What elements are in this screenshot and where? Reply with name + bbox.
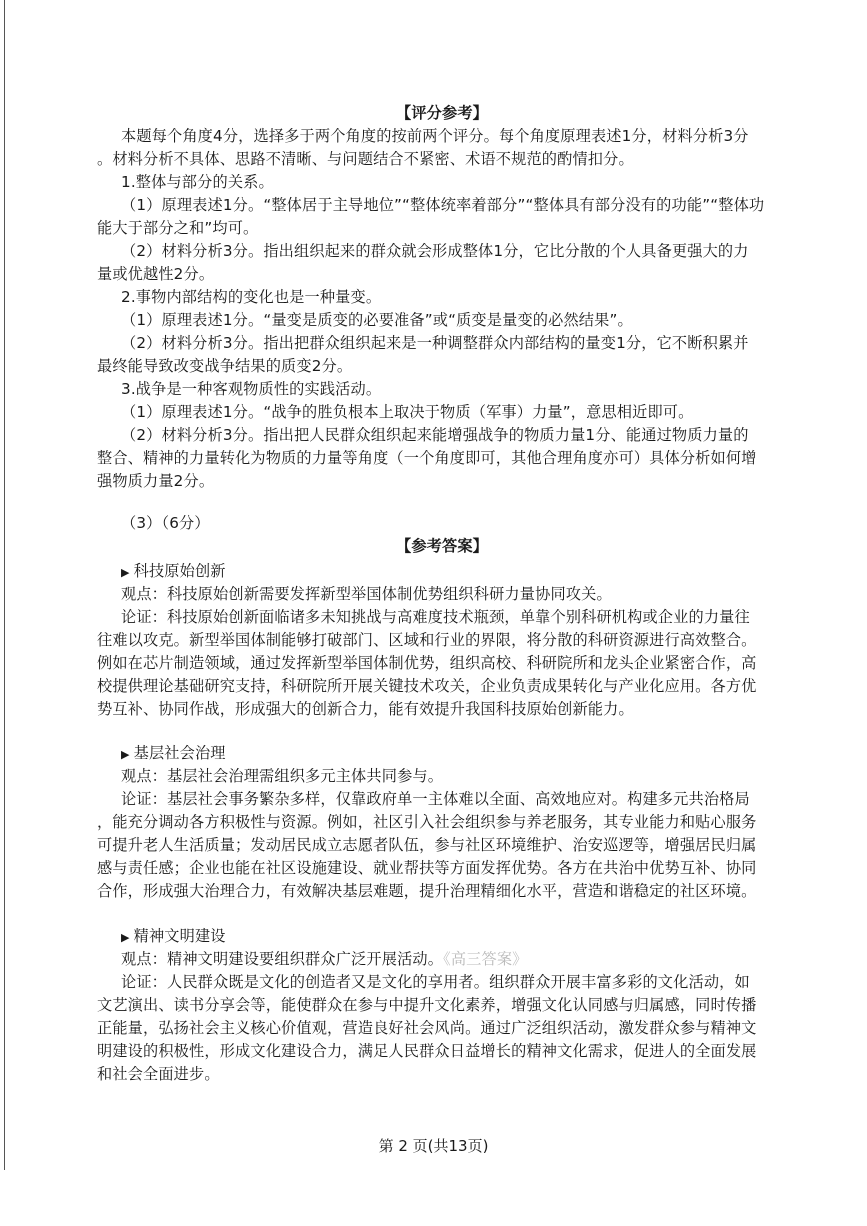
scoring-line: 2.事物内部结构的变化也是一种量变。 xyxy=(121,288,382,306)
scoring-reference-section xyxy=(97,102,787,493)
viewpoint-text: 观点：精神文明建设要组织群众广泛开展活动。 xyxy=(121,950,444,968)
section-line: 论证：人民群众既是文化的创造者又是文化的享用者。组织群众开展丰富多彩的文化活动，如 xyxy=(121,973,750,991)
section-line: 和社会全面进步。 xyxy=(97,1065,220,1083)
page-footer: 第 2 页(共13页) xyxy=(378,1137,489,1155)
scoring-line: （1）原理表述1分。“战争的胜负根本上取决于物质（军事）力量”，意思相近即可。 xyxy=(121,403,694,421)
scoring-line: 本题每个角度4分，选择多于两个角度的按前两个评分。每个角度原理表述1分，材料分析3分 xyxy=(121,127,749,145)
section-line: 观点：科技原始创新需要发挥新型举国体制优势组织科研力量协同攻关。 xyxy=(121,585,612,603)
answer-section-tech-innovation xyxy=(97,560,787,721)
scoring-heading: 【评分参考】 xyxy=(395,104,489,122)
section-line: 正能量，弘扬社会主义核心价值观，营造良好社会风尚。通过广泛组织活动，激发群众参与精神文 xyxy=(97,1019,757,1037)
triangle-marker-icon: ▶ xyxy=(121,566,130,579)
section-line: 往难以攻克。新型举国体制能够打破部门、区域和行业的界限，将分散的科研资源进行高效整合。 xyxy=(97,631,757,649)
question-3-header xyxy=(97,512,787,558)
watermark-text: 《高三答案》 xyxy=(443,950,528,968)
scoring-line: 3.战争是一种客观物质性的实践活动。 xyxy=(121,380,382,398)
answer-heading: 【参考答案】 xyxy=(395,537,489,555)
scoring-line: 最终能导致改变战争结果的质变2分。 xyxy=(97,357,353,375)
section-line: 校提供理论基础研究支持，科研院所开展关键技术攻关，企业负责成果转化与产业化应用。各方优 xyxy=(97,677,757,695)
triangle-marker-icon: ▶ xyxy=(121,748,130,761)
scoring-line: 量或优越性2分。 xyxy=(97,265,215,283)
section-title xyxy=(97,742,787,765)
section-line: 明建设的积极性，形成文化建设合力，满足人民群众日益增长的精神文化需求，促进人的全面发展 xyxy=(97,1042,757,1060)
answer-section-spiritual-civilization xyxy=(97,925,787,1086)
scoring-line: 能大于部分之和”均可。 xyxy=(97,219,259,237)
section-title xyxy=(97,560,787,583)
section-title-text: 基层社会治理 xyxy=(133,744,226,762)
section-viewpoint-line xyxy=(97,948,787,971)
section-line: 势互补、协同作战，形成强大的创新合力，能有效提升我国科技原始创新能力。 xyxy=(97,700,634,718)
scoring-line: 整合、精神的力量转化为物质的力量等角度（一个角度即可，其他合理角度亦可）具体分析如何增 xyxy=(97,449,757,467)
scoring-line: 1.整体与部分的关系。 xyxy=(121,173,274,191)
section-line: 感与责任感；企业也能在社区设施建设、就业帮扶等方面发挥优势。各方在共治中优势互补、协同 xyxy=(97,859,757,877)
section-line: 论证：科技原始创新面临诸多未知挑战与高难度技术瓶颈，单靠个别科研机构或企业的力量往 xyxy=(121,608,750,626)
question-3-label: （3）（6分） xyxy=(121,514,210,532)
section-title-text: 精神文明建设 xyxy=(133,927,226,945)
scoring-line: （2）材料分析3分。指出把人民群众组织起来能增强战争的物质力量1分、能通过物质力量的 xyxy=(121,426,749,444)
section-line: 合作，形成强大治理合力，有效解决基层难题，提升治理精细化水平，营造和谐稳定的社区环境。 xyxy=(97,882,757,900)
scoring-line: （1）原理表述1分。“整体居于主导地位”“整体统率着部分”“整体具有部分没有的功能”“整体功 xyxy=(121,196,765,214)
section-line: 论证：基层社会事务繁杂多样，仅靠政府单一主体难以全面、高效地应对。构建多元共治格局 xyxy=(121,790,750,808)
scoring-line: 。材料分析不具体、思路不清晰、与问题结合不紧密、术语不规范的酌情扣分。 xyxy=(97,150,634,168)
section-line: 文艺演出、读书分享会等，能使群众在参与中提升文化素养，增强文化认同感与归属感，同时传播 xyxy=(97,996,757,1014)
triangle-marker-icon: ▶ xyxy=(121,931,130,944)
scoring-line: （2）材料分析3分。指出组织起来的群众就会形成整体1分，它比分散的个人具备更强大的力 xyxy=(121,242,749,260)
scoring-line: （1）原理表述1分。“量变是质变的必要准备”或“质变是量变的必然结果”。 xyxy=(121,311,633,329)
scoring-line: 强物质力量2分。 xyxy=(97,472,215,490)
answer-section-grassroots-governance xyxy=(97,742,787,903)
section-line: 可提升老人生活质量；发动居民成立志愿者队伍，参与社区环境维护、治安巡逻等，增强居民归属 xyxy=(97,836,757,854)
section-title xyxy=(97,925,787,948)
scoring-line: （2）材料分析3分。指出把群众组织起来是一种调整群众内部结构的量变1分，它不断积累并 xyxy=(121,334,749,352)
section-title-text: 科技原始创新 xyxy=(133,562,226,580)
section-line: 观点：基层社会治理需组织多元主体共同参与。 xyxy=(121,767,444,785)
section-line: 例如在芯片制造领域，通过发挥新型举国体制优势，组织高校、科研院所和龙头企业紧密合作，高 xyxy=(97,654,757,672)
section-line: ，能充分调动各方积极性与资源。例如，社区引入社会组织参与养老服务，其专业能力和贴心服务 xyxy=(97,813,757,831)
